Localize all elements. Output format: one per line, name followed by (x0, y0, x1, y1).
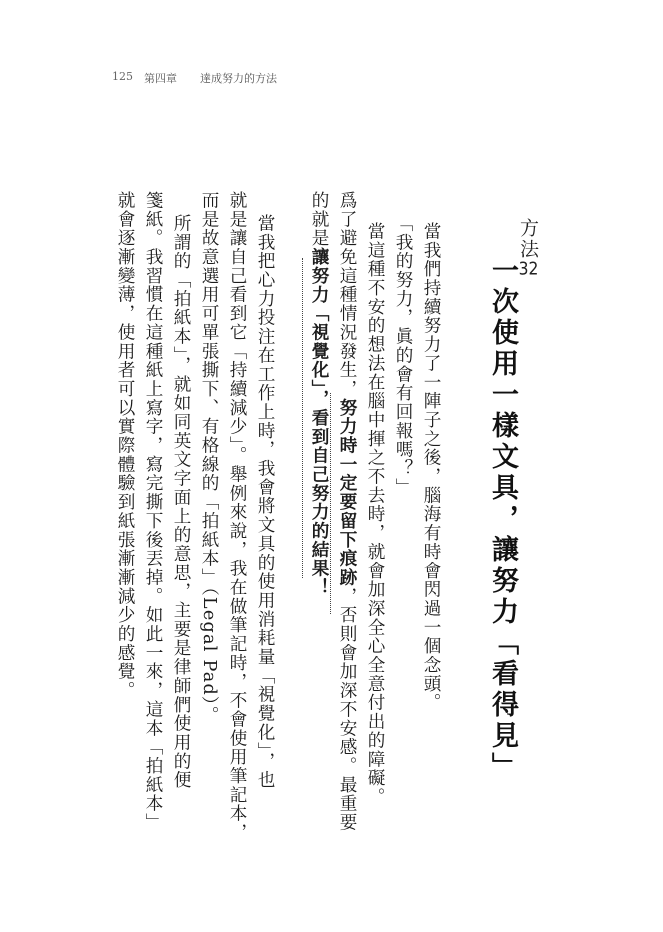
body-line-5 (308, 191, 330, 597)
body-line-3: 當這種不安的想法在腦中揮之不去時，就會加深全心全意付出的障礙。 (365, 222, 385, 807)
body-line-6: 當我把心力投注在工作上時，我會將文具的使用消耗量「視覺化」，也 (255, 214, 275, 790)
emphasis-dots-line-5 (302, 258, 303, 578)
chapter-title: 達成努力的方法 (200, 72, 277, 85)
body-line-11: 就會逐漸變薄，使用者可以實際體驗到紙張漸漸減少的感覺。 (115, 191, 135, 700)
body-line-4-c: ，否則會加深不安感。最重要 (337, 586, 357, 832)
body-line-9: 所謂的「拍紙本」，就如同英文字面上的意思，主要是律師們使用的便 (171, 214, 191, 790)
method-label (515, 218, 542, 278)
method-label-text: 方法 (517, 218, 539, 260)
body-line-1: 當我們持續努力了一陣子之後，腦海有時會閃過一個念頭。 (421, 222, 441, 713)
body-line-4 (336, 191, 358, 832)
body-line-7: 就是讓自己看到它「持續減少」。舉例來說，我在做筆記時，不會使用筆記本， (227, 191, 247, 842)
body-line-5-emphasis: 讓努力「視覺化」，看到自己努力的結果！ (309, 247, 330, 597)
page-number: 125 (112, 70, 133, 83)
body-line-5-a: 的就是 (309, 191, 329, 248)
body-line-4-emphasis: 努力時一定要留下痕跡 (337, 398, 358, 587)
chapter-label: 第四章 (144, 72, 177, 85)
body-line-10: 箋紙。我習慣在這種紙上寫字，寫完撕下後丟掉。如此一來，這本「拍紙本」 (143, 191, 163, 832)
body-line-4-a: 爲了避免這種情況發生， (337, 191, 357, 399)
section-title: 一次使用一樣文具，讓努力「看得見」 (487, 256, 518, 783)
body-line-8: 而是故意選用可單張撕下、有格線的「拍紙本」（Legal Pad）。 (199, 191, 219, 725)
body-line-2: 「我的努力，眞的會有回報嗎？」 (393, 214, 413, 497)
emphasis-dots-line-4 (330, 393, 331, 614)
method-number: 32 (518, 260, 539, 278)
